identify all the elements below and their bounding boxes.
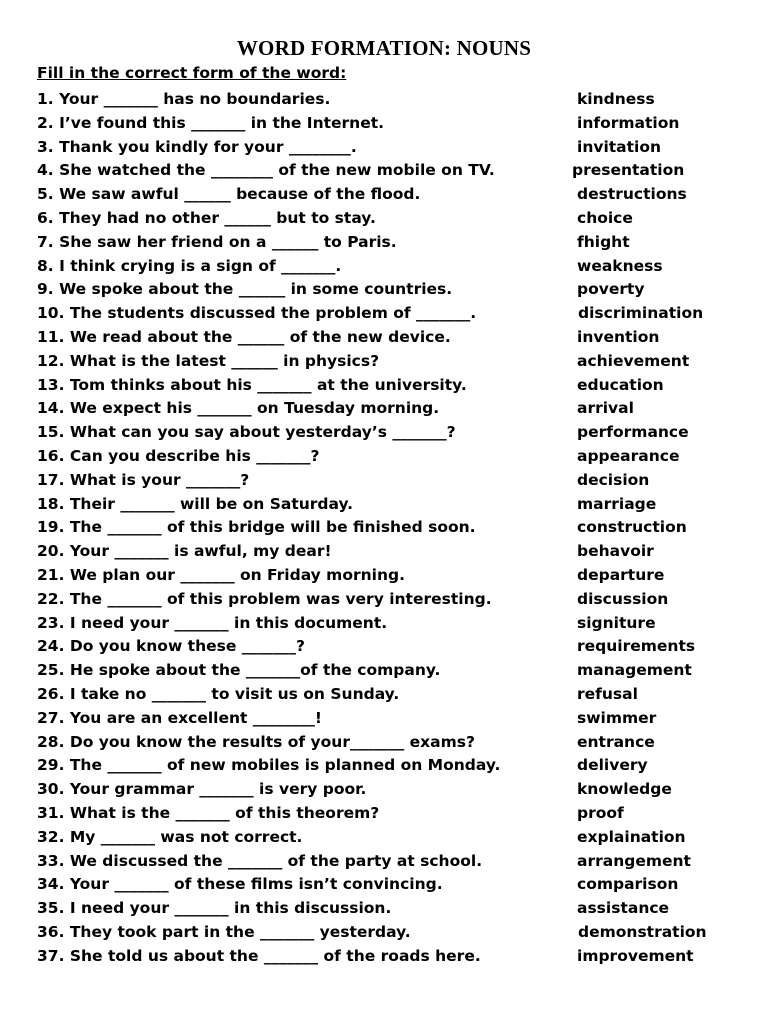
- base-word: choice: [577, 208, 633, 227]
- exercise-item: [37, 897, 737, 921]
- exercise-list: [37, 88, 737, 968]
- base-word: proof: [577, 803, 624, 822]
- exercise-item: [37, 778, 737, 802]
- exercise-sentence: 12. What is the latest ______ in physics?: [37, 351, 380, 370]
- exercise-sentence: 29. The _______ of new mobiles is planned on Monday.: [37, 756, 501, 775]
- exercise-item: [37, 707, 737, 731]
- exercise-sentence: 13. Tom thinks about his _______ at the university.: [37, 375, 467, 394]
- exercise-item: [37, 516, 737, 540]
- exercise-sentence: 3. Thank you kindly for your ________.: [37, 137, 357, 156]
- base-word: explaination: [577, 827, 686, 846]
- exercise-sentence: 19. The _______ of this bridge will be finished soon.: [37, 518, 476, 537]
- exercise-item: [37, 731, 737, 755]
- exercise-item: [37, 588, 737, 612]
- exercise-sentence: 6. They had no other ______ but to stay.: [37, 208, 376, 227]
- exercise-item: [37, 445, 737, 469]
- exercise-sentence: 10. The students discussed the problem of _______.: [37, 304, 477, 323]
- exercise-item: [37, 754, 737, 778]
- exercise-sentence: 28. Do you know the results of your_______ exams?: [37, 732, 475, 751]
- base-word: presentation: [572, 161, 685, 180]
- exercise-sentence: 33. We discussed the _______ of the party at school.: [37, 851, 483, 870]
- base-word: swimmer: [577, 708, 657, 727]
- exercise-item: [37, 183, 737, 207]
- base-word: comparison: [577, 875, 679, 894]
- exercise-item: [37, 873, 737, 897]
- exercise-sentence: 1. Your _______ has no boundaries.: [37, 90, 331, 108]
- exercise-item: [37, 421, 737, 445]
- base-word: appearance: [577, 446, 680, 465]
- exercise-item: [37, 659, 737, 683]
- exercise-sentence: 35. I need your _______ in this discussion.: [37, 899, 392, 918]
- page-title: WORD FORMATION: NOUNS: [236, 36, 532, 60]
- exercise-sentence: 20. Your _______ is awful, my dear!: [37, 542, 332, 561]
- instruction-text: Fill in the correct form of the word:: [37, 64, 347, 82]
- exercise-item: [37, 635, 737, 659]
- base-word: kindness: [577, 90, 655, 108]
- exercise-sentence: 26. I take no _______ to visit us on Sunday.: [37, 684, 400, 703]
- exercise-sentence: 11. We read about the ______ of the new device.: [37, 327, 451, 346]
- exercise-sentence: 21. We plan our _______ on Friday morning.: [37, 565, 405, 584]
- base-word: weakness: [577, 256, 663, 275]
- exercise-item: [37, 683, 737, 707]
- exercise-item: [37, 88, 737, 112]
- exercise-sentence: 5. We saw awful ______ because of the flood.: [37, 185, 421, 204]
- base-word: signiture: [577, 613, 656, 632]
- base-word: refusal: [577, 684, 638, 703]
- exercise-sentence: 30. Your grammar _______ is very poor.: [37, 780, 367, 799]
- base-word: improvement: [577, 946, 694, 965]
- exercise-sentence: 36. They took part in the _______ yesterday.: [37, 922, 411, 941]
- base-word: fhight: [577, 232, 630, 251]
- exercise-item: [37, 540, 737, 564]
- exercise-item: [37, 302, 737, 326]
- exercise-sentence: 24. Do you know these _______?: [37, 637, 305, 656]
- base-word: discrimination: [578, 304, 704, 323]
- base-word: performance: [577, 423, 689, 442]
- exercise-item: [37, 564, 737, 588]
- exercise-item: [37, 350, 737, 374]
- exercise-item: [37, 326, 737, 350]
- exercise-item: [37, 850, 737, 874]
- exercise-sentence: 34. Your _______ of these films isn’t convincing.: [37, 875, 443, 894]
- base-word: arrival: [577, 399, 634, 418]
- base-word: arrangement: [577, 851, 691, 870]
- base-word: destructions: [577, 185, 687, 204]
- base-word: discussion: [577, 589, 669, 608]
- base-word: departure: [577, 565, 665, 584]
- base-word: behavoir: [577, 542, 654, 561]
- exercise-sentence: 14. We expect his _______ on Tuesday morning.: [37, 399, 440, 418]
- exercise-sentence: 2. I’ve found this _______ in the Internet.: [37, 113, 385, 132]
- exercise-item: [37, 207, 737, 231]
- exercise-sentence: 15. What can you say about yesterday’s _______?: [37, 423, 456, 442]
- exercise-item: [37, 159, 737, 183]
- base-word: management: [577, 661, 692, 680]
- base-word: education: [577, 375, 664, 394]
- exercise-sentence: 8. I think crying is a sign of _______.: [37, 256, 342, 275]
- exercise-sentence: 16. Can you describe his _______?: [37, 446, 320, 465]
- base-word: invitation: [577, 137, 662, 156]
- exercise-sentence: 32. My _______ was not correct.: [37, 827, 303, 846]
- base-word: achievement: [577, 351, 690, 370]
- base-word: requirements: [577, 637, 696, 656]
- exercise-item: [37, 612, 737, 636]
- exercise-sentence: 23. I need your _______ in this document.: [37, 613, 388, 632]
- base-word: invention: [577, 327, 660, 346]
- base-word: assistance: [577, 899, 670, 918]
- base-word: demonstration: [578, 922, 707, 941]
- exercise-sentence: 17. What is your _______?: [37, 470, 250, 489]
- base-word: knowledge: [577, 780, 672, 799]
- exercise-item: [37, 945, 737, 969]
- exercise-item: [37, 255, 737, 279]
- base-word: poverty: [577, 280, 645, 299]
- exercise-sentence: 9. We spoke about the ______ in some countries.: [37, 280, 453, 299]
- exercise-item: [37, 397, 737, 421]
- exercise-item: [37, 469, 737, 493]
- base-word: delivery: [577, 756, 648, 775]
- exercise-item: [37, 278, 737, 302]
- base-word: construction: [577, 518, 687, 537]
- exercise-item: [37, 136, 737, 160]
- base-word: information: [577, 113, 680, 132]
- base-word: entrance: [577, 732, 655, 751]
- exercise-sentence: 7. She saw her friend on a ______ to Paris.: [37, 232, 397, 251]
- exercise-item: [37, 826, 737, 850]
- exercise-sentence: 4. She watched the ________ of the new mobile on TV.: [37, 161, 495, 180]
- exercise-item: [37, 231, 737, 255]
- exercise-sentence: 31. What is the _______ of this theorem?: [37, 803, 380, 822]
- exercise-item: [37, 493, 737, 517]
- exercise-sentence: 37. She told us about the _______ of the roads here.: [37, 946, 481, 965]
- exercise-sentence: 22. The _______ of this problem was very interesting.: [37, 589, 492, 608]
- exercise-sentence: 25. He spoke about the _______of the company.: [37, 661, 441, 680]
- exercise-item: [37, 802, 737, 826]
- base-word: decision: [577, 470, 650, 489]
- exercise-item: [37, 374, 737, 398]
- exercise-sentence: 27. You are an excellent ________!: [37, 708, 322, 727]
- exercise-item: [37, 112, 737, 136]
- exercise-sentence: 18. Their _______ will be on Saturday.: [37, 494, 354, 513]
- base-word: marriage: [577, 494, 657, 513]
- exercise-item: [37, 921, 737, 945]
